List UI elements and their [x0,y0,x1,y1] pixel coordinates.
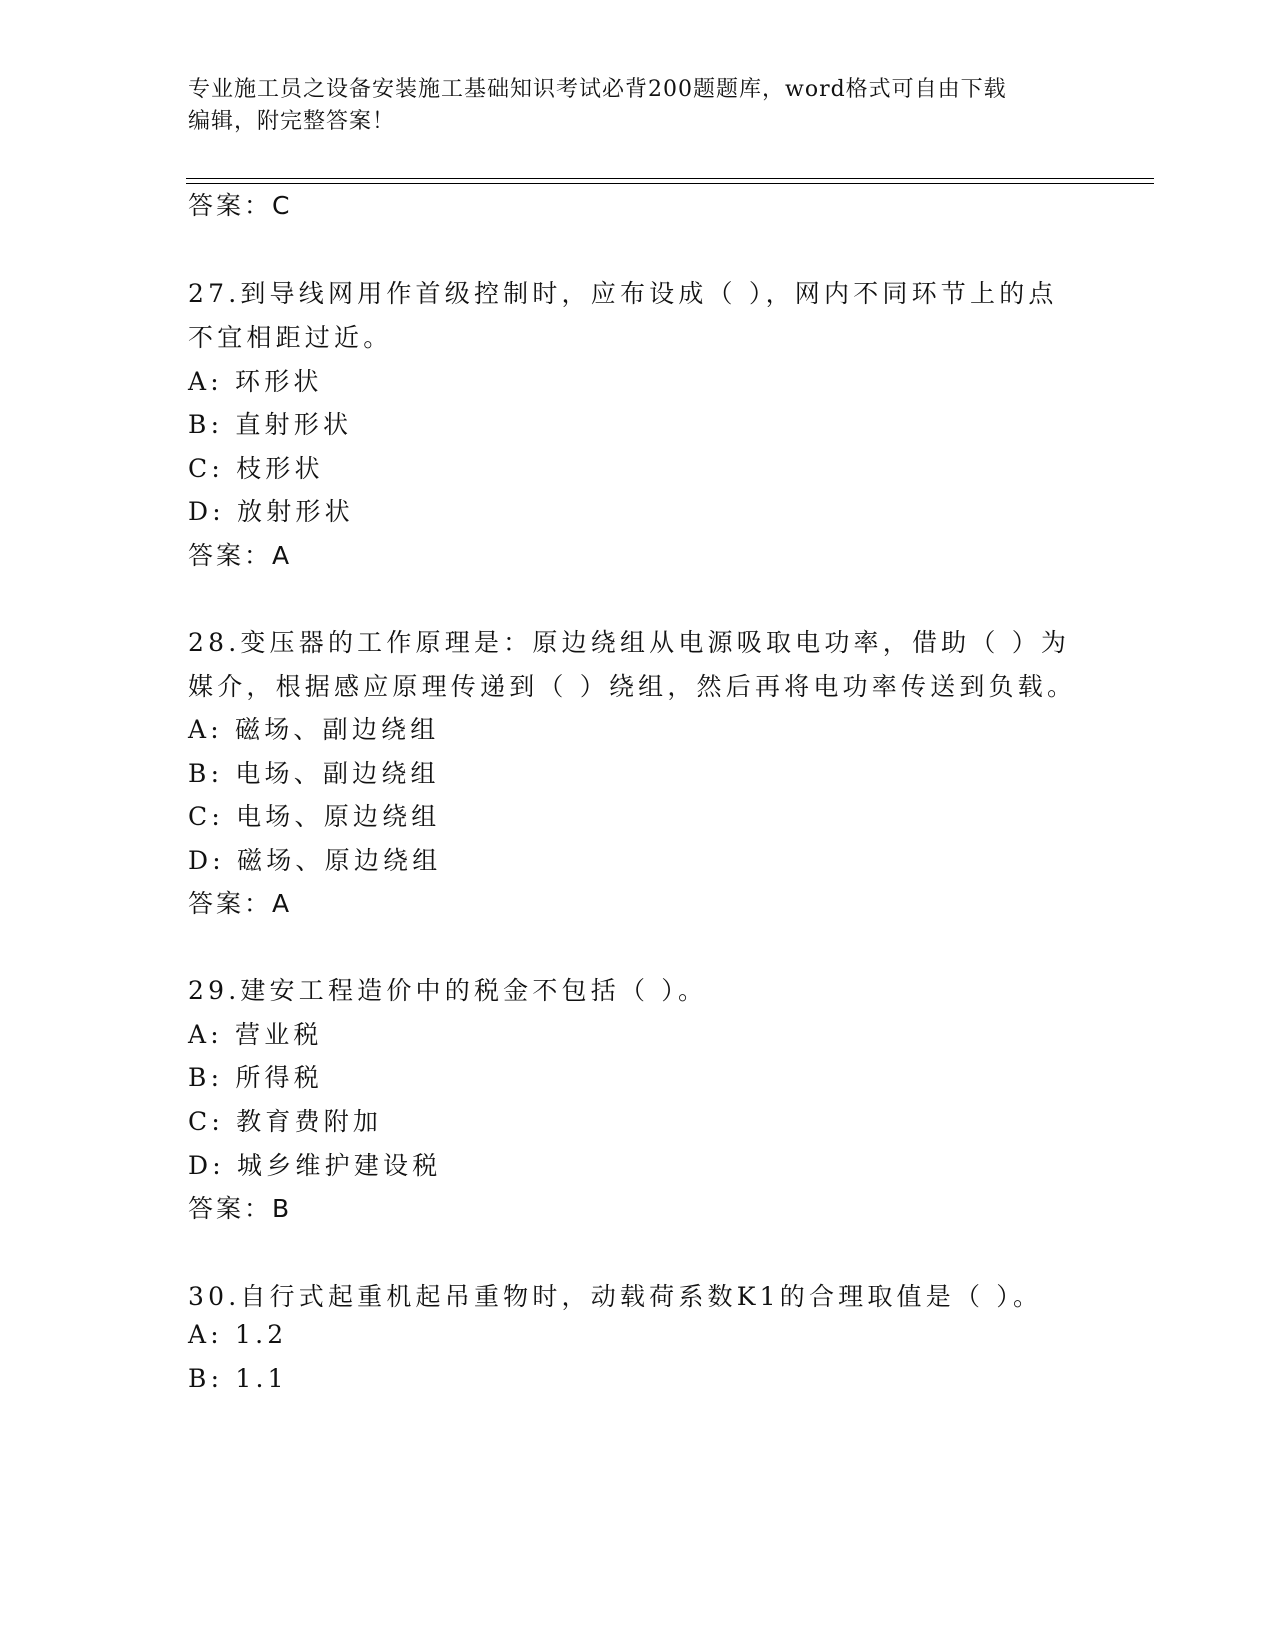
question-29-text-line-1: 29.建安工程造价中的税金不包括（ ）。 [188,976,708,1005]
question-28-option-d: D: 磁场、原边绕组 [188,846,442,875]
question-27-answer: 答案：A [188,541,293,570]
question-29-option-a: A: 营业税 [188,1020,323,1049]
question-27-option-b: B: 直射形状 [188,410,353,439]
question-30-option-b: B: 1.1 [188,1364,288,1393]
question-29-option-c: C: 教育费附加 [188,1107,383,1136]
question-28-option-b: B: 电场、副边绕组 [188,759,440,788]
question-28-option-a: A: 磁场、副边绕组 [188,715,440,744]
question-28-answer: 答案：A [188,889,293,918]
question-27-text-line-2: 不宜相距过近。 [188,323,393,352]
question-29-option-b: B: 所得税 [188,1063,323,1092]
question-30-option-a: A: 1.2 [188,1320,288,1349]
question-28-option-c: C: 电场、原边绕组 [188,802,441,831]
header-divider-top [186,178,1154,179]
answer-line: 答案：C [188,191,293,220]
question-27-option-a: A: 环形状 [188,367,323,396]
header-line-2: 编辑，附完整答案！ [188,109,396,134]
header-divider-bottom [186,183,1154,184]
question-28-text-line-1: 28.变压器的工作原理是：原边绕组从电源吸取电功率，借助（ ）为 [188,628,1071,657]
question-28-text-line-2: 媒介，根据感应原理传递到（ ）绕组，然后再将电功率传送到负载。 [188,672,1077,701]
question-27-option-c: C: 枝形状 [188,454,324,483]
question-30-text-line-1: 30.自行式起重机起吊重物时，动载荷系数K1的合理取值是（ ）。 [188,1282,1043,1311]
header-line-1: 专业施工员之设备安装施工基础知识考试必背200题题库，word格式可自由下载 [188,77,1007,102]
question-29-option-d: D: 城乡维护建设税 [188,1151,442,1180]
question-27-option-d: D: 放射形状 [188,497,354,526]
question-27-text-line-1: 27.到导线网用作首级控制时，应布设成（ ），网内不同环节上的点 [188,279,1058,308]
question-29-answer: 答案：B [188,1194,293,1223]
document-header [188,74,1078,138]
